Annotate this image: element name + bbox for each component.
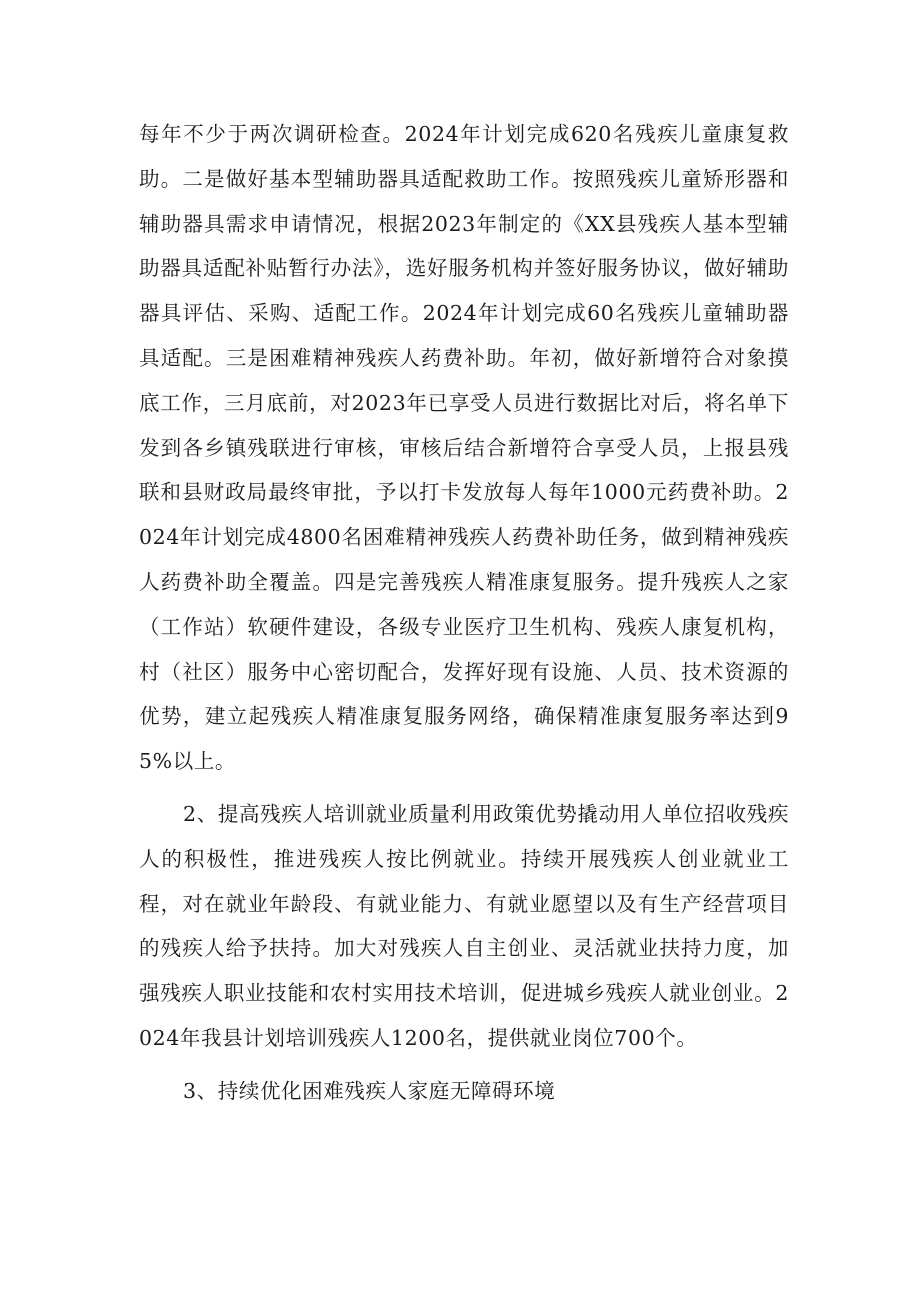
- paragraph-rehabilitation-assistance: 每年不少于两次调研检查。2024年计划完成620名残疾儿童康复救助。二是做好基本型辅助器具适配救助工作。按照残疾儿童矫形器和辅助器具需求申请情况，根据2023年制定的《XX县残疾人基本型辅助器具适配补贴暂行办法》，选好服务机构并签好服务协议，做好辅助器具评估、采购、适配工作。2024年计划完成60名残疾儿童辅助器具适配。三是困难精神残疾人药费补助。年初，做好新增符合对象摸底工作，三月底前，对2023年已享受人员进行数据比对后，将名单下发到各乡镇残联进行审核，审核后结合新增符合享受人员，上报县残联和县财政局最终审批，予以打卡发放每人每年1000元药费补助。2024年计划完成4800名困难精神残疾人药费补助任务，做到精神残疾人药费补助全覆盖。四是完善残疾人精准康复服务。提升残疾人之家（工作站）软硬件建设，各级专业医疗卫生机构、残疾人康复机构，村（社区）服务中心密切配合，发挥好现有设施、人员、技术资源的优势，建立起残疾人精准康复服务网络，确保精准康复服务率达到95%以上。: [139, 122, 789, 774]
- document-page: [139, 112, 789, 1114]
- paragraph-barrier-free-heading: 3、持续优化困难残疾人家庭无障碍环境: [183, 1078, 556, 1103]
- paragraph-employment-training: 2、提高残疾人培训就业质量利用政策优势撬动用人单位招收残疾人的积极性，推进残疾人按比例就业。持续开展残疾人创业就业工程，对在就业年龄段、有就业能力、有就业愿望以及有生产经营项目的残疾人给予扶持。加大对残疾人自主创业、灵活就业扶持力度，加强残疾人职业技能和农村实用技术培训，促进城乡残疾人就业创业。2024年我县计划培训残疾人1200名，提供就业岗位700个。: [139, 801, 789, 1050]
